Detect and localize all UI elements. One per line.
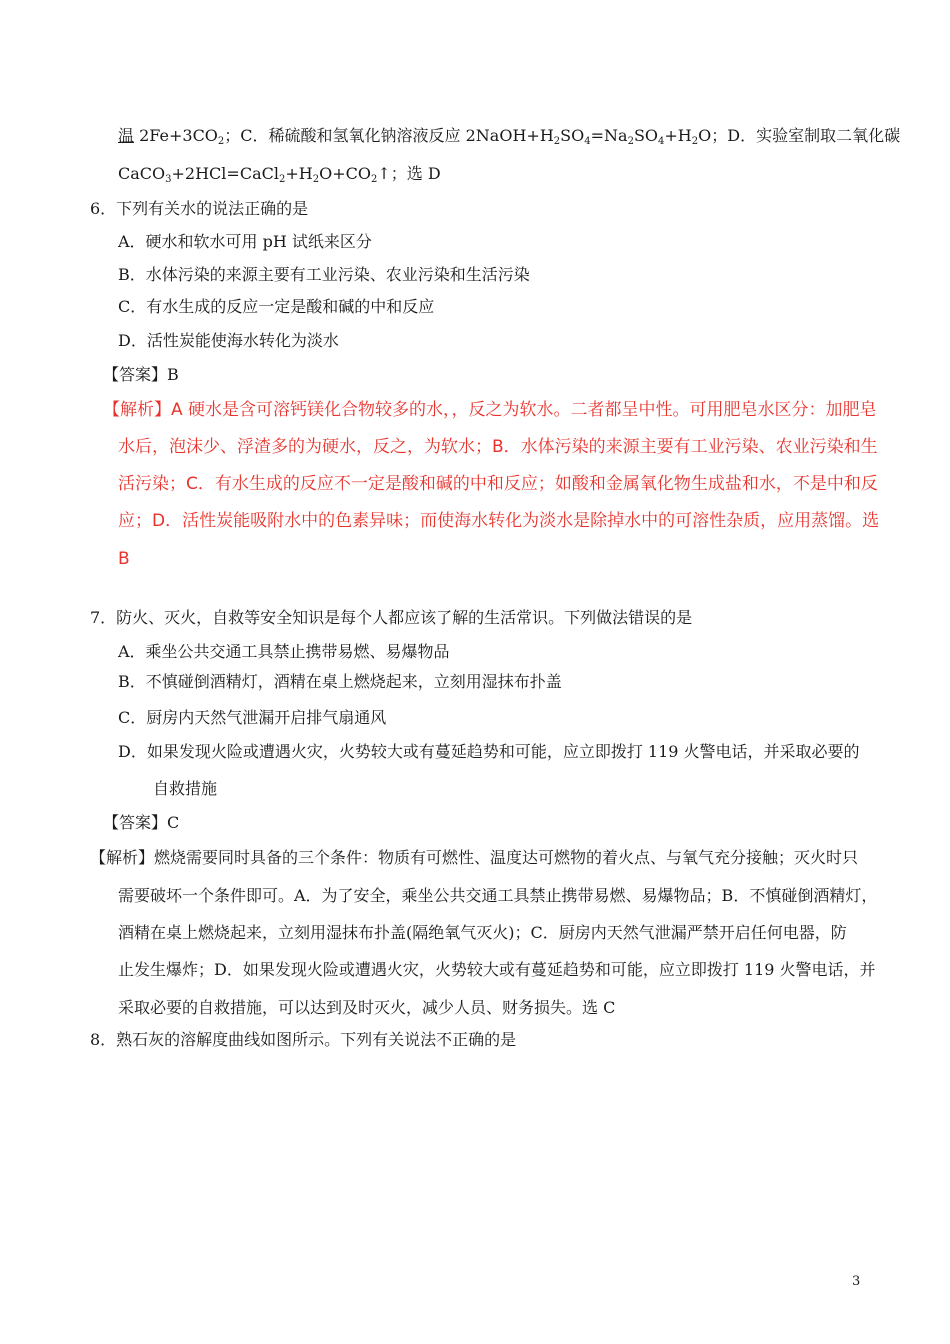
- q7-option-b: B．不慎碰倒酒精灯，酒精在桌上燃烧起来，立刻用湿抹布扑盖: [118, 672, 562, 691]
- q6-analysis-line-3: 活污染；C．有水生成的反应不一定是酸和碱的中和反应；如酸和金属氧化物生成盐和水，不是中和反: [118, 474, 878, 494]
- prev-underlined-char: 温: [118, 126, 135, 145]
- q6-analysis-line-2: 水后，泡沫少、浮渣多的为硬水，反之，为软水；B．水体污染的来源主要有工业污染、农业污染和生: [118, 437, 878, 457]
- q8-stem: 8．熟石灰的溶解度曲线如图所示。下列有关说法不正确的是: [90, 1030, 517, 1049]
- q7-analysis-line-5: 采取必要的自救措施，可以达到及时灭火，减少人员、财务损失。选 C: [118, 998, 616, 1017]
- q6-option-a: A．硬水和软水可用 pH 试纸来区分: [118, 232, 372, 251]
- q7-option-c: C．厨房内天然气泄漏开启排气扇通风: [118, 708, 387, 727]
- q6-stem: 6．下列有关水的说法正确的是: [90, 199, 309, 218]
- q7-option-d-cont: 自救措施: [153, 779, 218, 798]
- q7-analysis-line-4: 止发生爆炸；D．如果发现火险或遭遇火灾，火势较大或有蔓延趋势和可能，应立即拨打 119 火警电话，并: [118, 960, 876, 979]
- q6-option-b: B．水体污染的来源主要有工业污染、农业污染和生活污染: [118, 265, 530, 284]
- prev-answer-line-1: 温 $2Fe+3CO_2$；C．稀硫酸和氢氧化钠溶液反应 $2NaOH+H_2SO_4=Na_2SO_4+H_2O$；D．实验室制取二氧化碳: [118, 126, 901, 147]
- q6-option-c: C．有水生成的反应一定是酸和碱的中和反应: [118, 297, 435, 316]
- q6-analysis-line-4: 应；D．活性炭能吸附水中的色素异味；而使海水转化为淡水是除掉水中的可溶性杂质，应用蒸馏。选: [118, 511, 880, 531]
- q7-option-d: D．如果发现火险或遭遇火灾，火势较大或有蔓延趋势和可能，应立即拨打 119 火警电话，并采取必要的: [118, 742, 860, 761]
- q6-analysis-line-1: 【解析】A 硬水是含可溶钙镁化合物较多的水，，反之为软水。二者都呈中性。可用肥皂水区分：加肥皂: [103, 400, 877, 420]
- q6-option-d: D．活性炭能使海水转化为淡水: [118, 331, 339, 350]
- q7-answer: 【答案】C: [103, 813, 180, 832]
- q7-option-a: A．乘坐公共交通工具禁止携带易燃、易爆物品: [118, 642, 450, 661]
- q7-analysis-line-1: 【解析】燃烧需要同时具备的三个条件：物质有可燃性、温度达可燃物的着火点、与氧气充分接触；灭火时只: [90, 848, 859, 867]
- q7-stem: 7．防火、灭火，自救等安全知识是每个人都应该了解的生活常识。下列做法错误的是: [90, 608, 693, 627]
- q6-analysis-line-5: B: [118, 549, 130, 569]
- prev-answer-line-2: $CaCO_3+2HCl=CaCl_2+H_2O+CO_2↑$；选 D: [118, 164, 441, 185]
- q6-answer: 【答案】B: [103, 365, 179, 384]
- q7-analysis-line-2: 需要破坏一个条件即可。A．为了安全，乘坐公共交通工具禁止携带易燃、易爆物品；B．不慎碰倒酒精灯，: [118, 886, 878, 905]
- page-number: 3: [852, 1274, 861, 1289]
- q7-analysis-line-3: 酒精在桌上燃烧起来，立刻用湿抹布扑盖(隔绝氧气灭火)；C．厨房内天然气泄漏严禁开启任何电器，防: [118, 923, 847, 942]
